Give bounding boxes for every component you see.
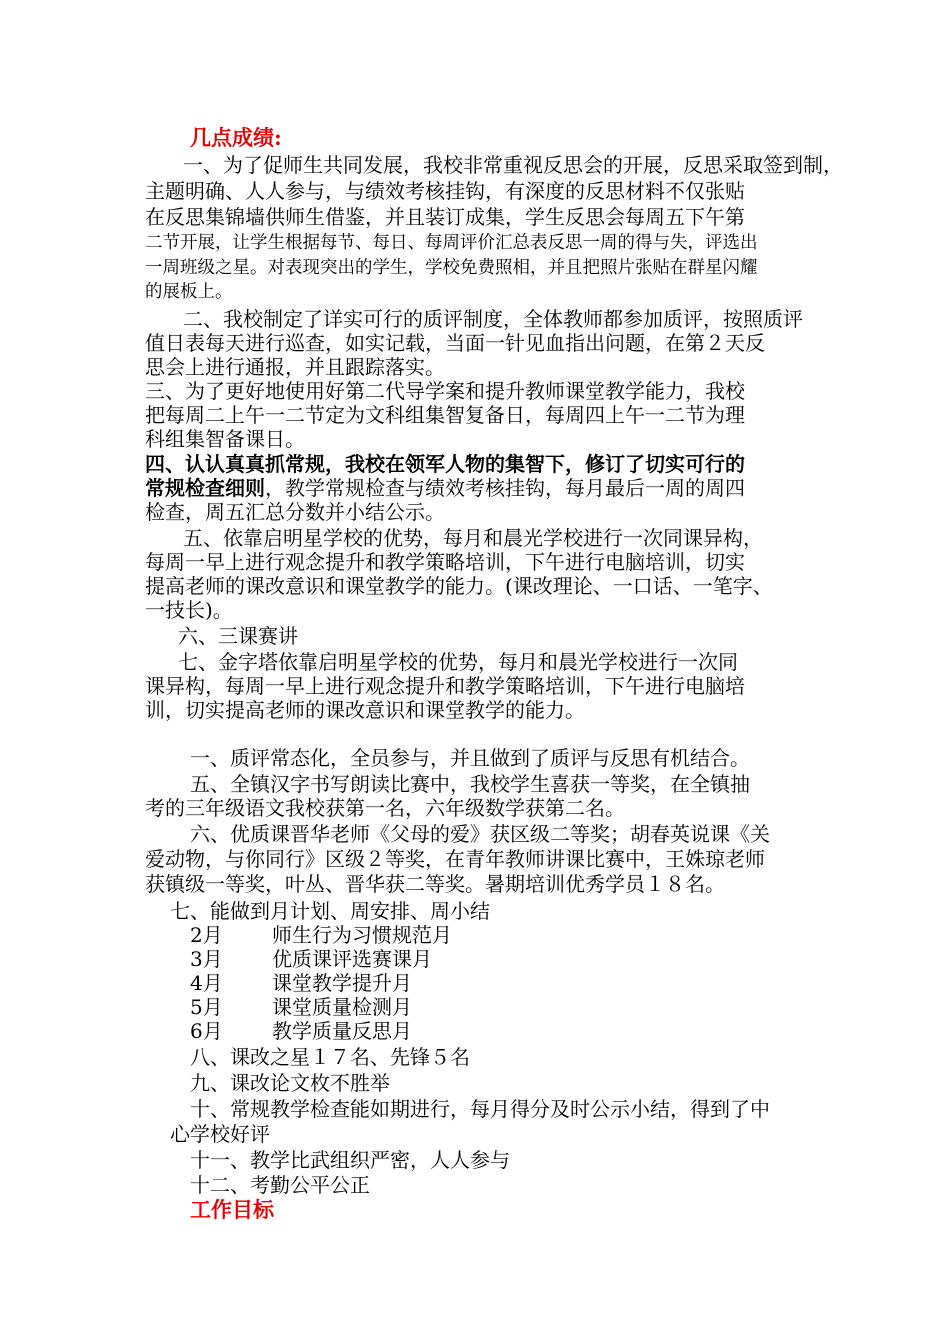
- q10-line-2: 心学校好评: [170, 1122, 270, 1146]
- p4-line-2: [145, 475, 745, 501]
- heading-goals: 工作目标: [190, 1197, 274, 1222]
- p2-line-2: 值日表每天进行巡查，如实记载，当面一针见血指出问题，在第２天反: [145, 331, 765, 355]
- p7-line-3: 训，切实提高老师的课改意识和课堂教学的能力。: [145, 698, 585, 722]
- p2-line-1: 二、我校制定了详实可行的质评制度，全体教师都参加质评，按照质评: [183, 307, 803, 331]
- p7-line-1: 七、金字塔依靠启明星学校的优势，每月和晨光学校进行一次同: [178, 650, 738, 674]
- q10-line-1: 十、常规教学检查能如期进行，每月得分及时公示小结，得到了中: [190, 1097, 770, 1121]
- month-theme: 课堂质量检测月: [272, 995, 412, 1019]
- p1-line-3: 在反思集锦墙供师生借鉴，并且装订成集，学生反思会每周五下午第: [145, 205, 745, 229]
- p4-line-2-rest: ，教学常规检查与绩效考核挂钩，每月最后一周的周四: [265, 476, 745, 500]
- p5-line-4: 一技长)。: [145, 598, 233, 622]
- p3-line-2: 把每周二上午一二节定为文科组集智复备日，每周四上午一二节为理: [145, 403, 745, 427]
- month-theme: 课堂教学提升月: [272, 971, 412, 995]
- month-label: 2月: [190, 923, 223, 947]
- p6-line: 六、三课赛讲: [178, 624, 298, 648]
- q1-line: 一、质评常态化，全员参与，并且做到了质评与反思有机结合。: [190, 746, 750, 770]
- month-theme: 师生行为习惯规范月: [272, 923, 452, 947]
- q6-line-3: 获镇级一等奖，叶丛、晋华获二等奖。暑期培训优秀学员１８名。: [145, 872, 725, 896]
- month-label: 5月: [190, 995, 223, 1019]
- p4-line-3: 检查，周五汇总分数并小结公示。: [145, 500, 445, 524]
- p3-line-1: 三、为了更好地使用好第二代导学案和提升教师课堂教学能力，我校: [145, 379, 745, 403]
- p4-line-1: 四、认认真真抓常规，我校在领军人物的集智下，修订了切实可行的: [145, 452, 745, 476]
- p1-line-2: 主题明确、人人参与，与绩效考核挂钩，有深度的反思材料不仅张贴: [145, 179, 745, 203]
- p4-bold-phrase: 常规检查细则: [145, 476, 265, 500]
- p5-line-2: 每周一早上进行观念提升和教学策略培训，下午进行电脑培训，切实: [145, 550, 745, 574]
- month-label: 6月: [190, 1019, 223, 1043]
- p5-line-1: 五、依靠启明星学校的优势，每月和晨光学校进行一次同课异构，: [183, 526, 763, 550]
- month-label: 4月: [190, 971, 223, 995]
- p1-line-4: 二节开展，让学生根据每节、每日、每周评价汇总表反思一周的得与失，评选出: [145, 233, 758, 253]
- q5-line-1: 五、全镇汉字书写朗读比赛中，我校学生喜获一等奖，在全镇抽: [190, 772, 750, 796]
- month-theme: 教学质量反思月: [272, 1019, 412, 1043]
- q7-line: 七、能做到月计划、周安排、周小结: [170, 899, 490, 923]
- p1-line-1: 一、为了促师生共同发展，我校非常重视反思会的开展，反思采取签到制，: [183, 153, 843, 177]
- p2-line-3: 思会上进行通报，并且跟踪落实。: [145, 355, 445, 379]
- p7-line-2: 课异构，每周一早上进行观念提升和教学策略培训，下午进行电脑培: [145, 674, 745, 698]
- q8-line: 八、课改之星１７名、先锋５名: [190, 1045, 470, 1069]
- q9-line: 九、课改论文枚不胜举: [190, 1071, 390, 1095]
- heading-achievements: 几点成绩:: [190, 125, 282, 150]
- p3-line-3: 科组集智备课日。: [145, 427, 305, 451]
- q12-line: 十二、考勤公平公正: [190, 1173, 370, 1197]
- month-theme: 优质课评选赛课月: [272, 947, 432, 971]
- p5-line-3: 提高老师的课改意识和课堂教学的能力。(课改理论、一口话、一笔字、: [145, 574, 773, 598]
- q6-line-1: 六、优质课晋华老师《父母的爱》获区级二等奖；胡春英说课《关: [190, 822, 770, 846]
- q5-line-2: 考的三年级语文我校获第一名，六年级数学获第二名。: [145, 796, 625, 820]
- p1-line-6: 的展板上。: [145, 282, 233, 302]
- month-label: 3月: [190, 947, 223, 971]
- q6-line-2: 爱动物，与你同行》区级２等奖，在青年教师讲课比赛中，王姝琼老师: [145, 847, 765, 871]
- p1-line-5: 一周班级之星。对表现突出的学生，学校免费照相，并且把照片张贴在群星闪耀: [145, 258, 758, 278]
- q11-line: 十一、教学比武组织严密，人人参与: [190, 1148, 510, 1172]
